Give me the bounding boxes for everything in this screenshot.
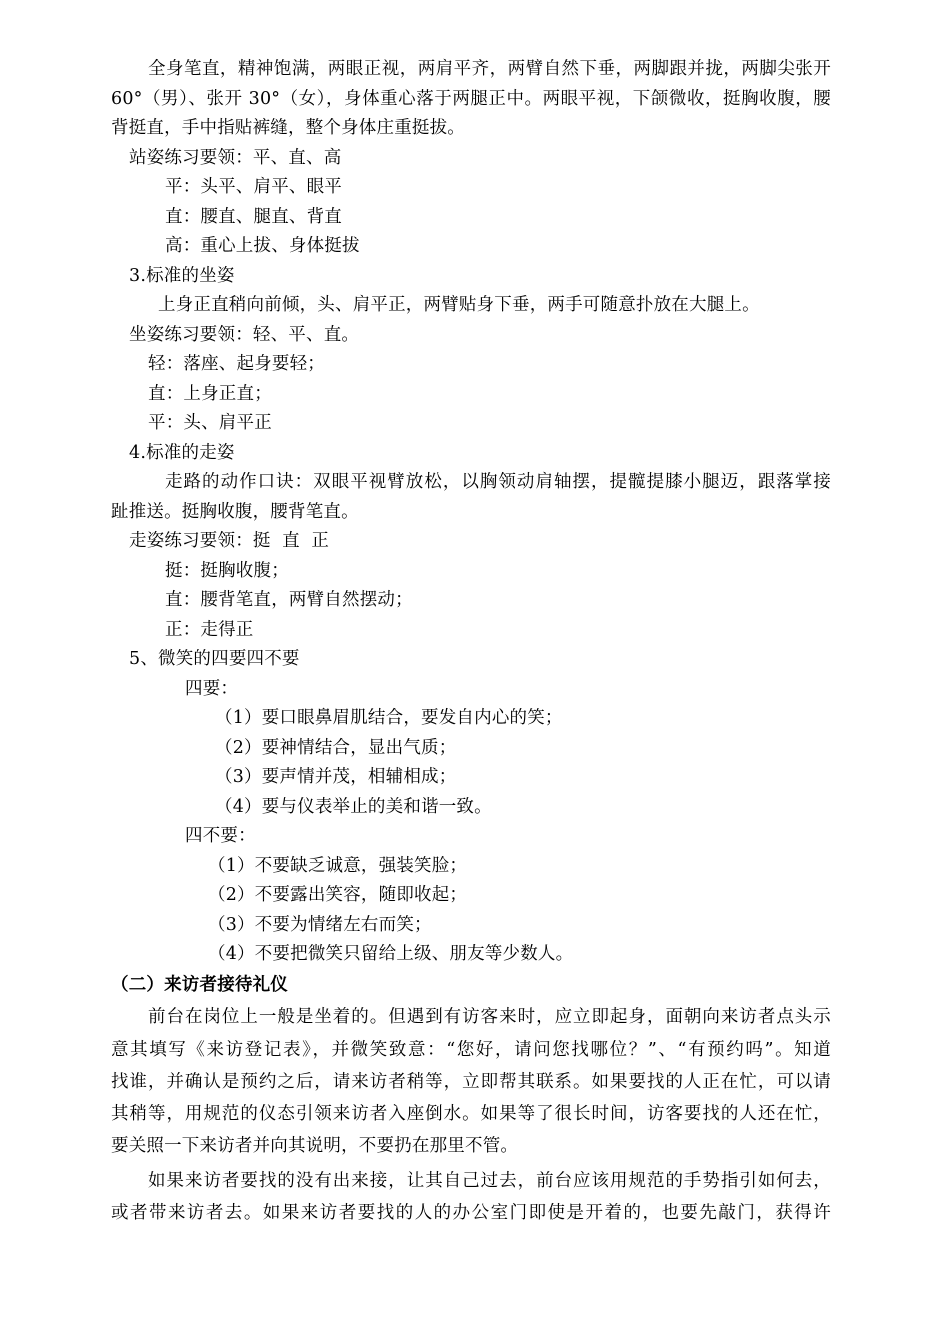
list-item: 站姿练习要领：平、直、高 — [129, 148, 342, 168]
paragraph-line: 全身笔直，精神饱满，两眼正视，两肩平齐，两臂自然下垂，两脚跟并拢，两脚尖张开 — [148, 59, 831, 79]
list-item: 正：走得正 — [165, 620, 254, 640]
paragraph-line: 或者带来访者去。如果来访者要找的人的办公室门即使是开着的，也要先敲门，获得许 — [111, 1203, 831, 1223]
paragraph-line: 要关照一下来访者并向其说明，不要扔在那里不管。 — [111, 1136, 519, 1156]
list-item: 坐姿练习要领：轻、平、直。 — [129, 325, 360, 345]
list-item: 直：腰直、腿直、背直 — [165, 207, 342, 227]
list-item: （1）不要缺乏诚意，强装笑脸； — [208, 856, 468, 876]
list-item: 轻：落座、起身要轻； — [148, 354, 325, 374]
section-heading: （二）来访者接待礼仪 — [111, 975, 288, 995]
paragraph-line: 背挺直，手中指贴裤缝，整个身体庄重挺拔。 — [111, 118, 465, 138]
list-item: 平：头、肩平正 — [148, 413, 272, 433]
list-item: （4）不要把微笑只留给上级、朋友等少数人。 — [208, 944, 574, 964]
list-item: （4）要与仪表举止的美和谐一致。 — [215, 797, 492, 817]
list-item: 四要： — [185, 679, 239, 699]
list-item: 四不要： — [185, 826, 256, 846]
paragraph-line: 意其填写《来访登记表》，并微笑致意：“您好，请问您找哪位？”、“有预约吗”。知道 — [111, 1040, 831, 1060]
list-item: （3）要声情并茂，相辅相成； — [215, 767, 457, 787]
paragraph-line: 前台在岗位上一般是坐着的。但遇到有访客来时，应立即起身，面朝向来访者点头示 — [148, 1007, 831, 1027]
section-heading: 3.标准的坐姿 — [129, 266, 235, 286]
list-item: 挺：挺胸收腹； — [165, 561, 289, 581]
list-item: 直：腰背笔直，两臂自然摆动； — [165, 590, 413, 610]
section-heading: 4.标准的走姿 — [129, 443, 235, 463]
list-item: （1）要口眼鼻眉肌结合，要发自内心的笑； — [215, 708, 563, 728]
paragraph-line: 上身正直稍向前倾，头、肩平正，两臂贴身下垂，两手可随意扑放在大腿上。 — [158, 295, 760, 315]
paragraph-line: 其稍等，用规范的仪态引领来访者入座倒水。如果等了很长时间，访客要找的人还在忙， — [111, 1104, 831, 1124]
list-item: 直：上身正直； — [148, 384, 272, 404]
list-item: （2）不要露出笑容，随即收起； — [208, 885, 468, 905]
paragraph-line: 60°（男）、张开 30°（女），身体重心落于两腿正中。两眼平视，下颌微收，挺胸收腹，腰 — [111, 89, 831, 109]
list-item: （2）要神情结合，显出气质； — [215, 738, 457, 758]
paragraph-line: 走路的动作口诀：双眼平视臂放松，以胸领动肩轴摆，提髋提膝小腿迈，跟落掌接 — [165, 472, 831, 492]
list-item: 走姿练习要领：挺 直 正 — [129, 531, 330, 551]
paragraph-line: 如果来访者要找的没有出来接，让其自己过去，前台应该用规范的手势指引如何去， — [148, 1171, 831, 1191]
list-item: （3）不要为情绪左右而笑； — [208, 915, 432, 935]
paragraph-line: 趾推送。挺胸收腹，腰背笔直。 — [111, 502, 359, 522]
section-heading: 5、微笑的四要四不要 — [129, 649, 300, 669]
list-item: 高：重心上拔、身体挺拔 — [165, 236, 360, 256]
list-item: 平：头平、肩平、眼平 — [165, 177, 342, 197]
paragraph-line: 找谁，并确认是预约之后，请来访者稍等，立即帮其联系。如果要找的人正在忙，可以请 — [111, 1072, 831, 1092]
